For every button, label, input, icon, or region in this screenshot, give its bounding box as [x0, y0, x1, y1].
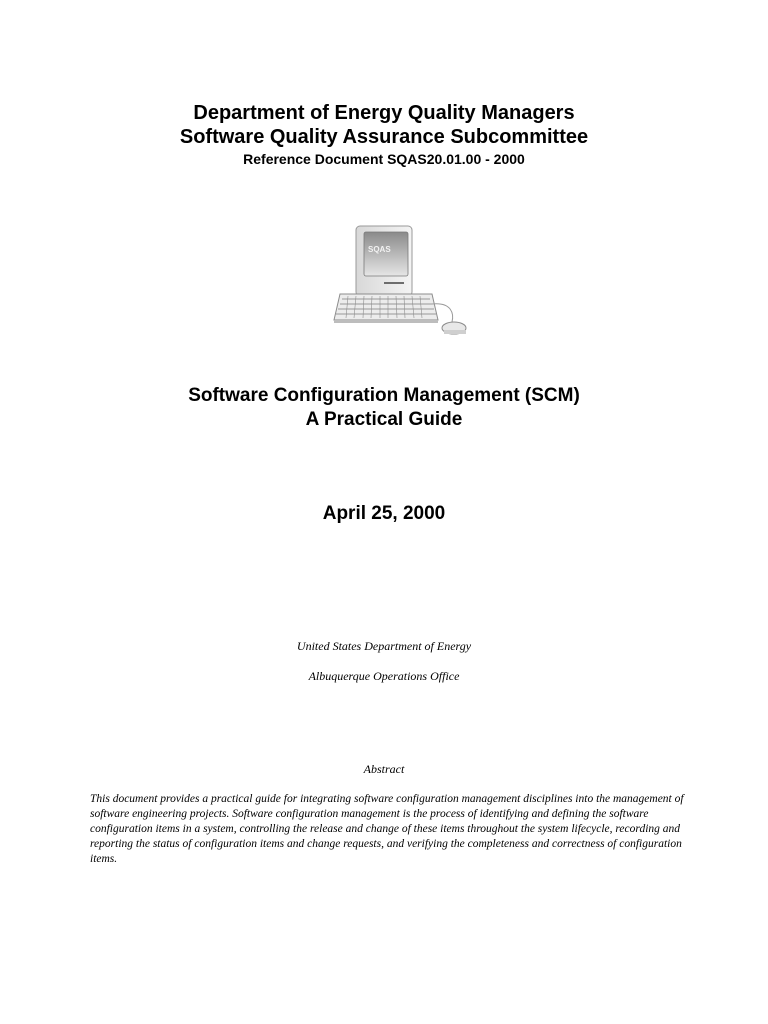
subcommittee-title: Software Quality Assurance Subcommittee [179, 126, 589, 148]
reference-document-number: Reference Document SQAS20.01.00 - 2000 [243, 151, 525, 167]
office-name: Albuquerque Operations Office [308, 669, 460, 683]
screen-label: SQAS [368, 245, 391, 254]
document-date: April 25, 2000 [322, 503, 446, 524]
document-subtitle: A Practical Guide [305, 409, 463, 430]
abstract-body: This document provides a practical guide for integrating software configuration management disciplines into the management of software engineering projects. Software configuration management is the process of identifying and defining the software configuration items in a system, controlling the release and change of these items throughout the system lifecycle, recording and reporting the status of configuration items and change requests, and verifying the completeness and correctness of configuration items. [90, 793, 684, 865]
abstract-heading: Abstract [363, 762, 405, 776]
computer-icon [326, 222, 472, 344]
agency-name: United States Department of Energy [296, 639, 472, 653]
organization-title: Department of Energy Quality Managers [193, 102, 575, 124]
document-title: Software Configuration Management (SCM) [188, 385, 580, 406]
